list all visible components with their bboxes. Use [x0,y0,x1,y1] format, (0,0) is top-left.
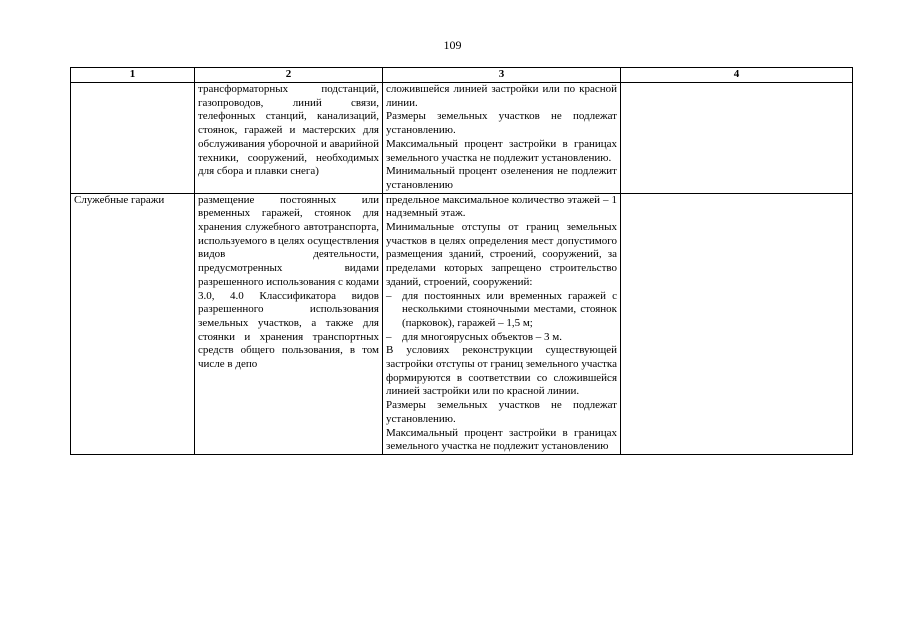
cell-use-name [71,83,195,194]
land-use-table [70,67,853,455]
parameter-paragraph: сложившейся линией застройки или по красной линии. [386,83,617,109]
parameter-paragraph: Минимальные отступы от границ земельных участков в целях определения мест допустимого размещения зданий, строений, сооружений, за пределами которых запрещено строительство зданий, строений, сооружений: [386,221,617,288]
header-col-2: 2 [195,68,383,83]
dash-marker: – [386,289,392,302]
parameter-paragraph: Минимальный процент озеленения не подлежит установлению [386,165,617,191]
parameter-paragraph: Размеры земельных участков не подлежат установлению. [386,110,617,137]
cell-use-description [195,193,383,454]
setback-list-item [386,331,617,345]
setback-list-text: для многоярусных объектов – 3 м. [402,330,563,343]
page-number: 109 [443,38,462,52]
table-row-service-garages [71,193,853,454]
table-header-row [71,68,853,83]
header-col-1: 1 [71,68,195,83]
parameter-paragraph: Размеры земельных участков не подлежат установлению. [386,399,617,425]
use-description-text: трансформаторных подстанций, газопроводов, линий связи, телефонных станций, канализаций, стоянок, гаражей и мастерских для обслуживания уборочной и аварийной техники, сооружений, необходимых для сбора и плавки снега) [198,83,379,178]
setback-list-text: для постоянных или временных гаражей с несколькими стояночными местами, стоянок (парковок), гаражей – 1,5 м; [402,289,617,329]
cell-use-name: Служебные гаражи [71,193,195,454]
cell-notes [621,193,853,454]
cell-notes [621,83,853,194]
dash-marker: – [386,330,392,343]
parameter-paragraph: предельное максимальное количество этажей – 1 надземный этаж. [386,193,617,220]
header-col-3: 3 [383,68,621,83]
header-col-4: 4 [621,68,853,83]
table-row-continued [71,83,853,194]
parameter-paragraph: Максимальный процент застройки в границах земельного участка не подлежит установлению. [386,137,617,164]
cell-parameters [383,193,621,454]
parameter-paragraph: В условиях реконструкции существующей застройки отступы от границ земельного участка формируются в соответствии со сложившейся линией застройки или по красной линии. [386,344,617,398]
use-description-text: размещение постоянных или временных гаражей, стоянок для хранения служебного автотранспорта, используемого в целях осуществления видов деятельности, предусмотренных видами разрешенного использования с кодами 3.0, 4.0 Классификатора видов разрешенного использования земельных участков, а также для стоянки и хранения транспортных средств общего пользования, в том числе в депо [198,193,379,371]
parameter-paragraph: Максимальный процент застройки в границах земельного участка не подлежит установлению [386,426,617,453]
cell-use-description [195,83,383,194]
cell-parameters [383,83,621,194]
setback-list-item [386,290,617,331]
